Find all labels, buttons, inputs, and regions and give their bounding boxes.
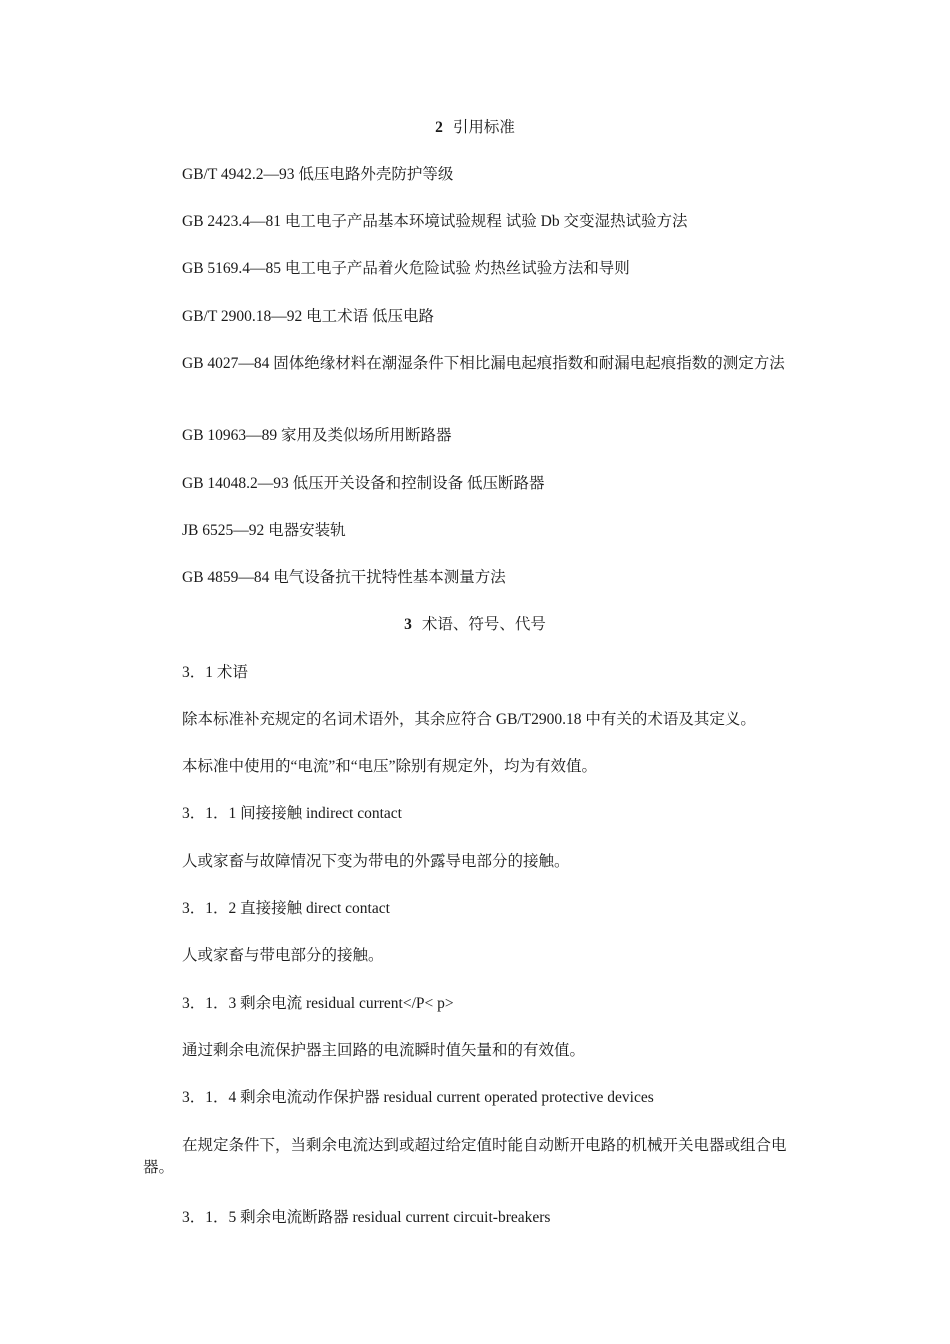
reference-item: GB/T 2900.18—92 电工术语 低压电路 — [182, 308, 435, 325]
section-number: 3 — [404, 616, 412, 633]
term-definition: 在规定条件下，当剩余电流达到或超过给定值时能自动断开电路的机械开关电器或组合电器。 — [143, 1137, 787, 1176]
term-heading: 3．1．1 间接接触 indirect contact — [182, 805, 402, 822]
term-heading: 3．1．5 剩余电流断路器 residual current circuit-breakers — [182, 1209, 551, 1226]
section-number: 2 — [435, 119, 443, 136]
subsection-heading: 3．1 术语 — [182, 664, 248, 681]
reference-item: GB 5169.4—85 电工电子产品着火危险试验 灼热丝试验方法和导则 — [182, 260, 630, 277]
reference-item: GB 10963—89 家用及类似场所用断路器 — [182, 427, 452, 444]
term-heading: 3．1．4 剩余电流动作保护器 residual current operated protective devices — [182, 1089, 654, 1106]
paragraph: 除本标准补充规定的名词术语外，其余应符合 GB/T2900.18 中有关的术语及其定义。 — [182, 711, 756, 728]
reference-item: JB 6525—92 电器安装轨 — [182, 522, 346, 539]
term-definition: 人或家畜与故障情况下变为带电的外露导电部分的接触。 — [182, 853, 570, 870]
reference-item: GB 4027—84 固体绝缘材料在潮湿条件下相比漏电起痕指数和耐漏电起痕指数的测定方法 — [182, 355, 785, 372]
reference-item: GB 2423.4—81 电工电子产品基本环境试验规程 试验 Db 交变湿热试验方法 — [182, 213, 688, 230]
section-3-heading — [0, 614, 950, 636]
reference-item: GB 4859—84 电气设备抗干扰特性基本测量方法 — [182, 569, 506, 586]
reference-item: GB/T 4942.2—93 低压电路外壳防护等级 — [182, 166, 454, 183]
section-title: 引用标准 — [452, 119, 515, 136]
term-heading: 3．1．3 剩余电流 residual current</P< p> — [182, 995, 454, 1012]
term-definition: 人或家畜与带电部分的接触。 — [182, 947, 384, 964]
reference-item: GB 14048.2—93 低压开关设备和控制设备 低压断路器 — [182, 475, 545, 492]
term-definition: 通过剩余电流保护器主回路的电流瞬时值矢量和的有效值。 — [182, 1042, 586, 1059]
paragraph: 本标准中使用的“电流”和“电压”除别有规定外，均为有效值。 — [182, 758, 598, 775]
term-heading: 3．1．2 直接接触 direct contact — [182, 900, 390, 917]
section-2-heading — [0, 117, 950, 139]
section-title: 术语、符号、代号 — [421, 616, 546, 633]
